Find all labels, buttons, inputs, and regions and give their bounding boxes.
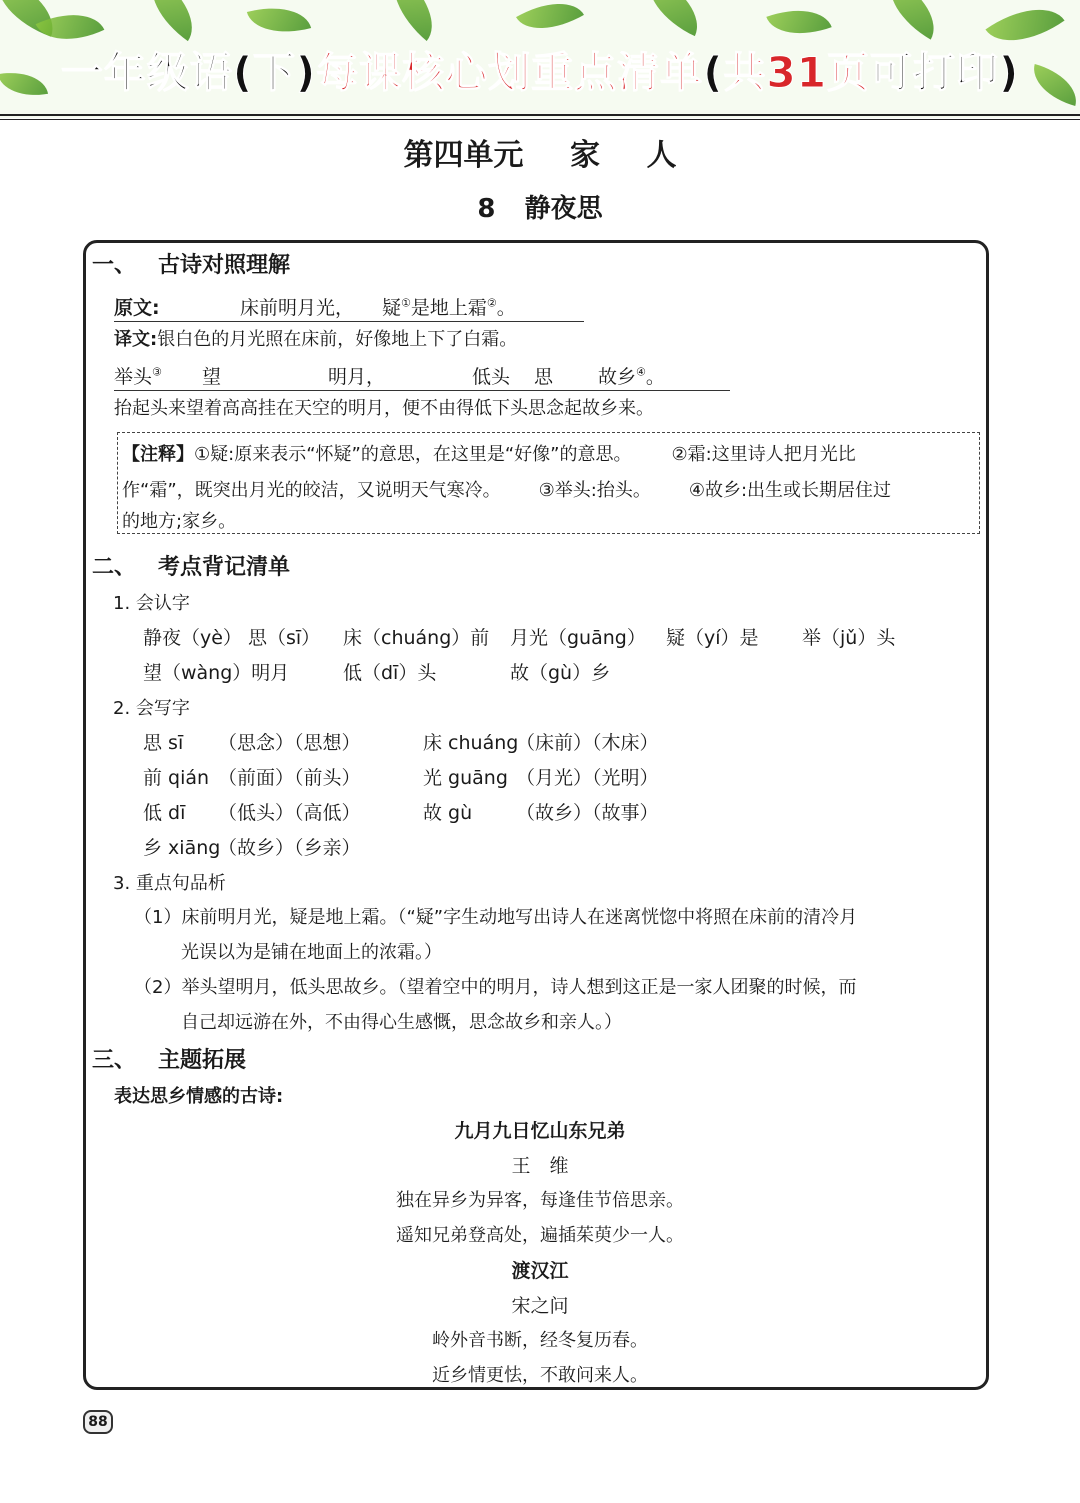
analysis-text: （1）床前明月光，疑是地上霜。（“疑”字生动地写出诗人在迷离恍惚中将照在床前的清冷月 <box>134 907 858 928</box>
recognize-char: 举（jǔ）头 <box>802 627 896 649</box>
translation-line-2: 抬起头来望着高高挂在天空的明月，便不由得低下头思念起故乡来。 <box>114 398 654 419</box>
leaf-decoration <box>376 0 450 41</box>
original-label: 原文: <box>114 297 160 319</box>
poem-text: 。 <box>645 366 665 388</box>
write-char: 低 dī <box>143 802 186 824</box>
write-char: 前 qián <box>143 767 210 789</box>
notes-label: 【注释】 <box>122 444 194 465</box>
poem-line-1 <box>114 293 584 322</box>
recognize-char: 静夜（yè） <box>143 627 242 649</box>
unit-name-part: 人 <box>646 138 677 173</box>
leaf-decoration <box>516 0 584 45</box>
recognize-char: 床（chuáng）前 <box>343 627 490 649</box>
write-words: （故乡）（乡亲） <box>218 837 361 859</box>
subsection-title: 2. 会写字 <box>113 698 190 719</box>
poem-text: 望 <box>202 366 222 388</box>
poem-title: 渡汉江 <box>511 1260 569 1282</box>
leaf-decoration <box>875 0 948 40</box>
poem-line: 遥知兄弟登高处，遍插茱萸少一人。 <box>396 1225 684 1246</box>
lesson-number: 8 <box>477 194 496 224</box>
leaf-decoration <box>247 0 311 43</box>
section-heading <box>92 550 290 581</box>
poem-author: 宋之问 <box>511 1295 569 1317</box>
poem-line: 岭外音书断，经冬复历春。 <box>432 1330 648 1351</box>
unit-label: 第四单元 <box>403 138 524 173</box>
write-words: （思念）（思想） <box>218 732 361 754</box>
footnote-marker: ② <box>486 296 497 310</box>
poem-text: 举头 <box>114 366 153 388</box>
subsection-title: 1. 会认字 <box>113 593 190 614</box>
recognize-char: 望（wàng）明月 <box>143 662 290 684</box>
recognize-char: 月光（guāng） <box>510 627 646 649</box>
leaf-decoration <box>135 0 208 41</box>
analysis-text: （2）举头望明月，低头思故乡。（望着空中的明月，诗人想到这正是一家人团聚的时候，而 <box>134 977 857 998</box>
header-divider <box>0 119 1080 120</box>
translation-line-1 <box>114 325 517 351</box>
section-title: 考点背记清单 <box>158 555 291 580</box>
recognize-char: 低（dī）头 <box>343 662 437 684</box>
translation-label: 译文: <box>114 329 158 350</box>
note-item: ④故乡:出生或长期居住过 <box>688 480 892 501</box>
extension-intro: 表达思乡情感的古诗: <box>114 1086 284 1107</box>
section-heading <box>92 248 290 279</box>
note-item: ①疑:原来表示“怀疑”的意思，在这里是“好像”的意思。 <box>194 444 632 465</box>
banner-title-part: 一年级语(下) <box>60 48 317 97</box>
write-words: （月光）（光明） <box>516 767 659 789</box>
poem-text: 低头 <box>472 366 511 388</box>
write-char: 故 gù <box>423 802 473 824</box>
footnote-marker: ① <box>401 296 411 310</box>
note-item: 的地方;家乡。 <box>122 511 237 532</box>
header-divider <box>0 114 1080 116</box>
write-words: （故乡）（故事） <box>516 802 659 824</box>
unit-name-part: 家 <box>570 138 600 173</box>
section-title: 主题拓展 <box>158 1048 247 1073</box>
section-number: 二、 <box>92 555 137 580</box>
recognize-char: 思（sī） <box>248 627 321 649</box>
footnote-marker: ③ <box>152 365 162 379</box>
poem-text: 床前明月光， <box>240 297 355 319</box>
banner-title-part: 每课核心划重点清单 <box>316 48 704 97</box>
poem-text: 疑 <box>382 297 402 319</box>
section-heading <box>92 1043 246 1074</box>
banner-title <box>0 40 1080 100</box>
recognize-char: 故（gù）乡 <box>510 662 611 684</box>
write-words: （床前）（木床） <box>516 732 659 754</box>
analysis-text: 光误以为是铺在地面上的浓霜。） <box>181 942 442 963</box>
write-char: 思 sī <box>143 732 184 754</box>
poem-text: 思 <box>534 366 554 388</box>
footnote-marker: ④ <box>636 365 646 379</box>
poem-text: 是地上霜 <box>410 297 487 319</box>
lesson-name: 静夜思 <box>524 194 603 224</box>
write-char: 乡 xiāng <box>143 837 221 859</box>
page-number: 88 <box>83 1410 113 1434</box>
translation-text: 银白色的月光照在床前，好像地上下了白霜。 <box>157 329 518 350</box>
poem-line: 独在异乡为异客，每逢佳节倍思亲。 <box>396 1190 684 1211</box>
write-char: 床 chuáng <box>423 732 519 754</box>
section-number: 一、 <box>92 253 137 278</box>
poem-line-2 <box>114 362 730 391</box>
write-words: （低头）（高低） <box>218 802 361 824</box>
note-item: ②霜:这里诗人把月光比 <box>671 444 856 465</box>
poem-text: 故乡 <box>598 366 637 388</box>
lesson-title <box>0 188 1080 225</box>
analysis-text: 自己却远游在外，不由得心生感慨，思念故乡和亲人。） <box>181 1012 622 1033</box>
unit-title <box>0 130 1080 174</box>
poem-text: 明月， <box>328 366 386 388</box>
subsection-title: 3. 重点句品析 <box>113 873 226 894</box>
poem-title: 九月九日忆山东兄弟 <box>454 1120 626 1142</box>
banner-title-part: ( <box>703 48 724 97</box>
banner-title-part: 可打印) <box>869 48 1020 97</box>
banner-title-part: 共31页 <box>723 48 870 97</box>
section-title: 古诗对照理解 <box>158 253 291 278</box>
note-item: 作“霜”，既突出月光的皎洁，又说明天气寒冷。 <box>122 480 501 501</box>
header-banner <box>0 0 1080 118</box>
notes-box <box>117 432 980 534</box>
leaf-decoration <box>635 0 711 36</box>
section-number: 三、 <box>92 1048 137 1073</box>
poem-text: 。 <box>496 297 516 319</box>
poem-author: 王 维 <box>511 1155 569 1177</box>
recognize-char: 疑（yí）是 <box>666 627 759 649</box>
note-item: ③举头:抬头。 <box>538 480 651 501</box>
write-char: 光 guāng <box>423 767 508 789</box>
poem-line: 近乡情更怯，不敢问来人。 <box>432 1365 648 1386</box>
write-words: （前面）（前头） <box>218 767 361 789</box>
